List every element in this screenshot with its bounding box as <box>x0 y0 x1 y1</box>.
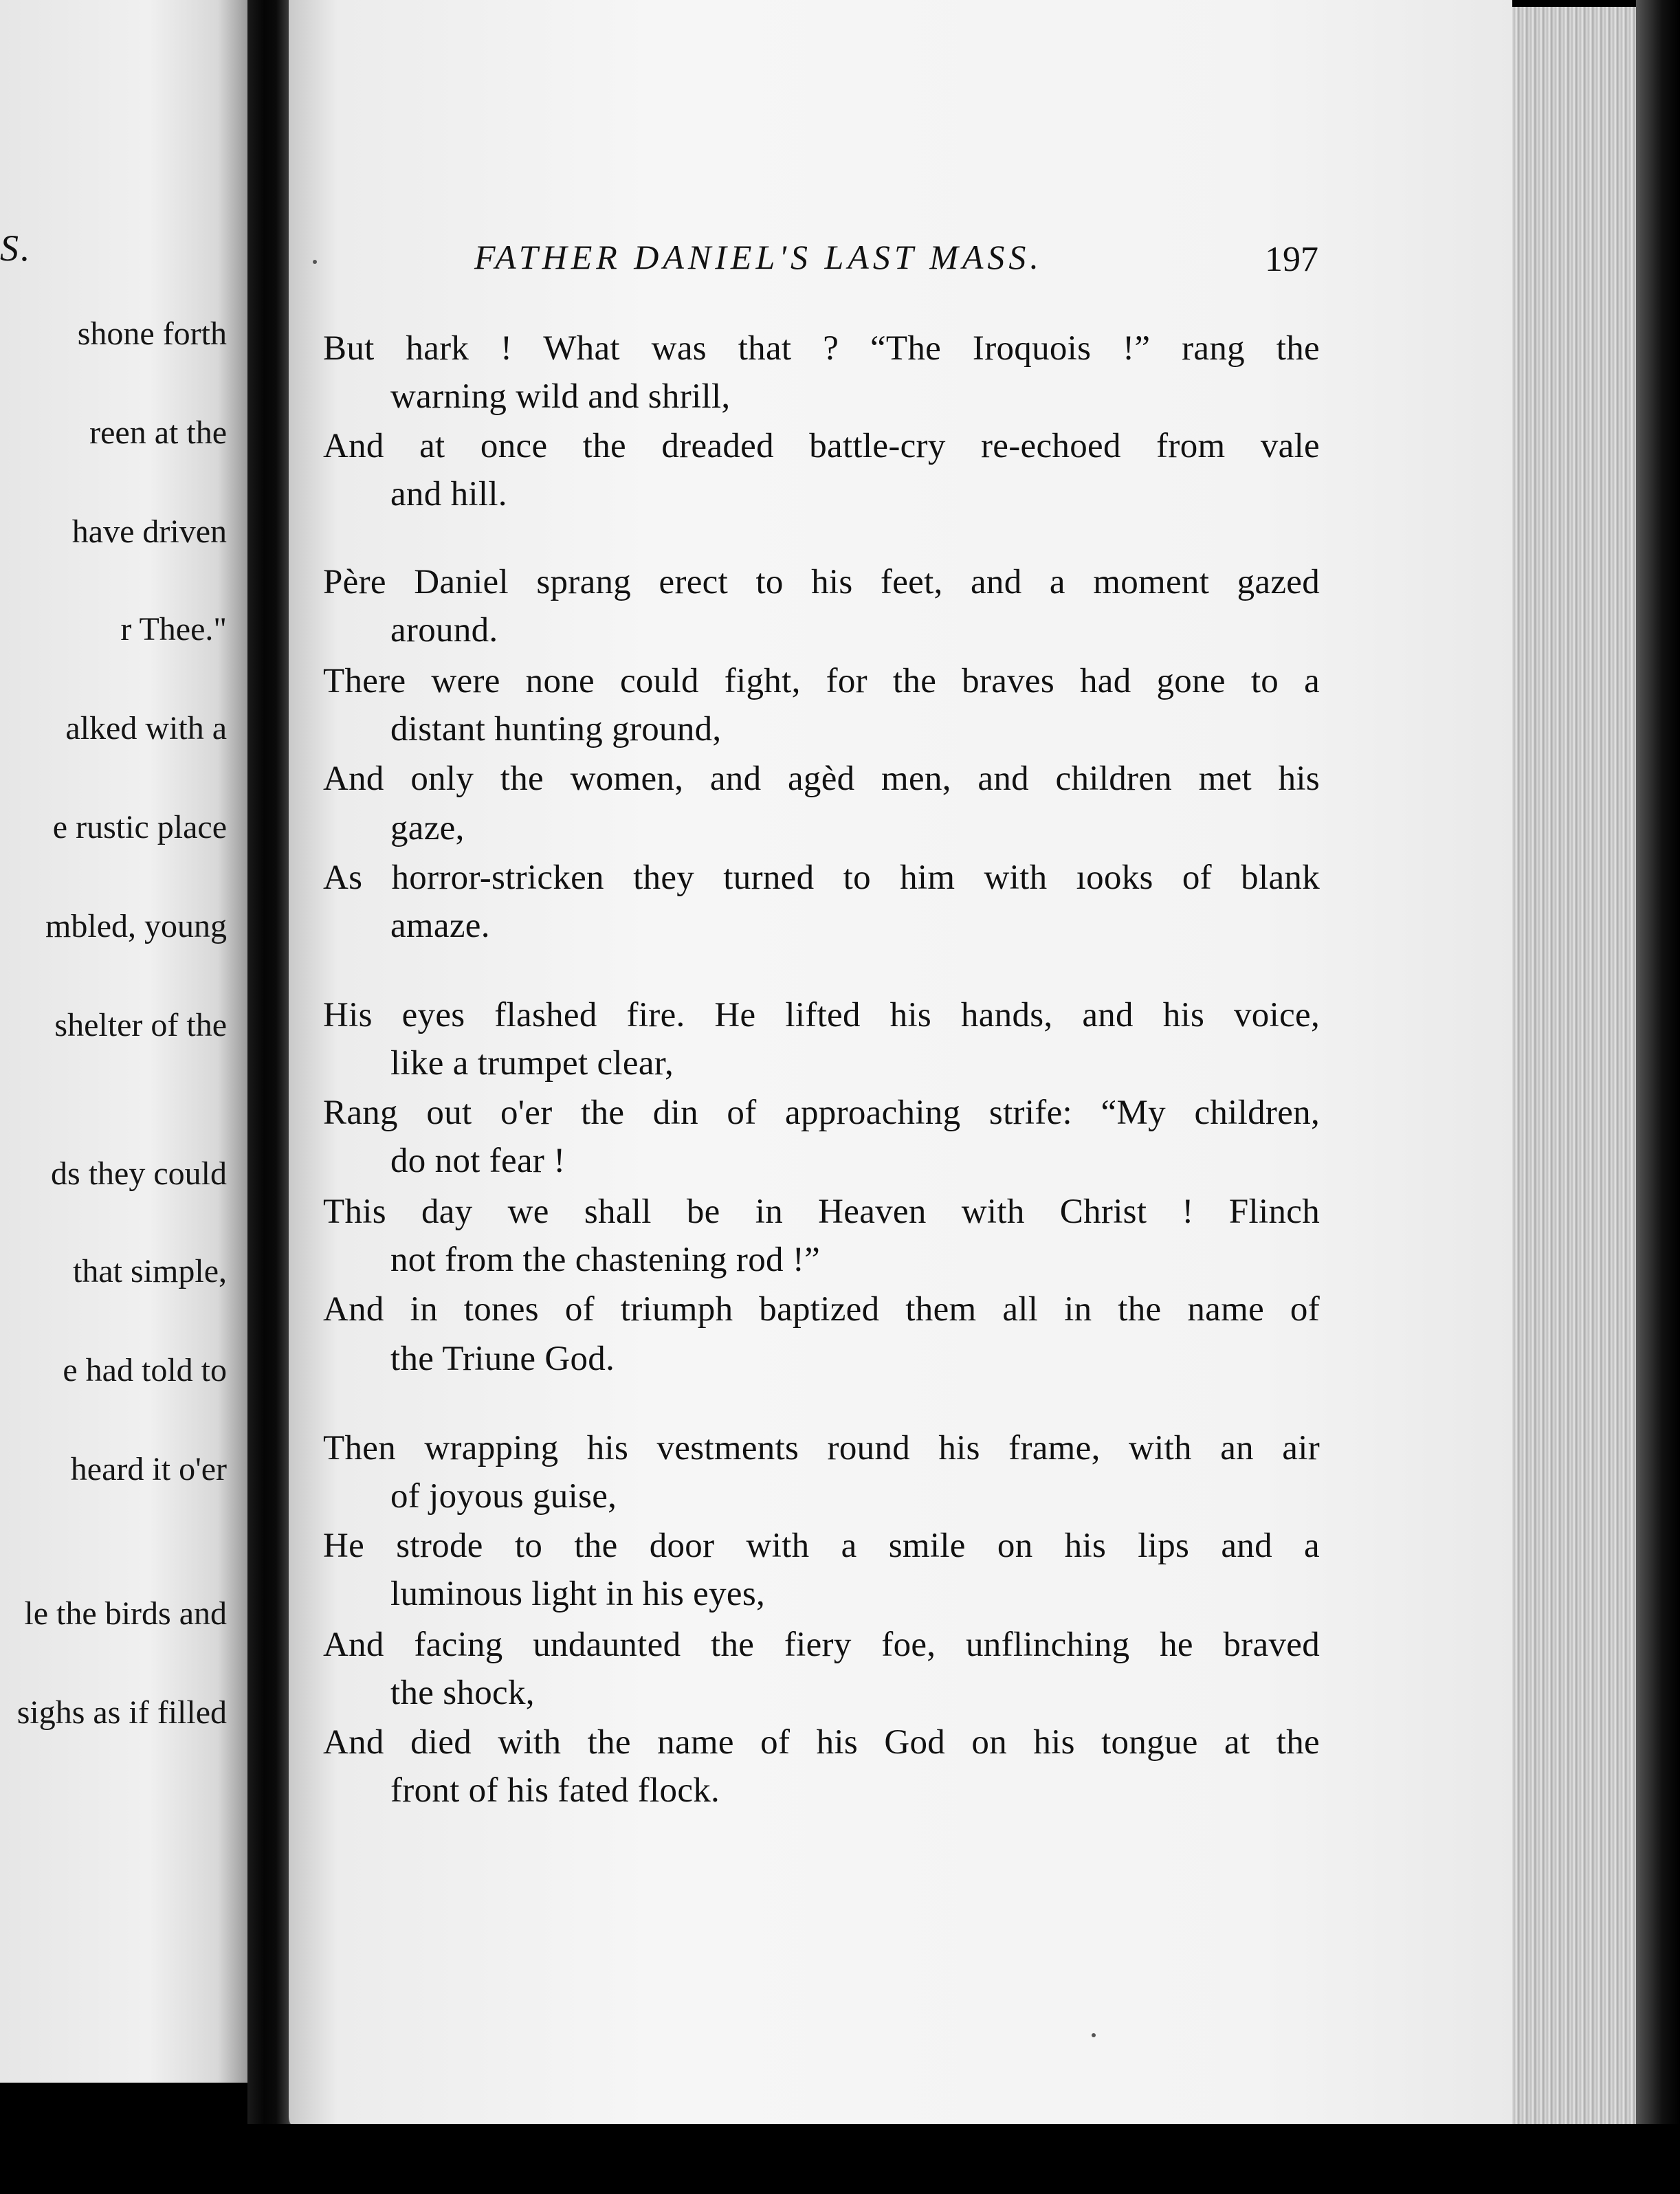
verse-line: But hark ! What was that ? “The Iroquois !” rang the <box>323 329 1320 368</box>
verse-line: around. <box>390 611 498 650</box>
scan-bottom-margin <box>0 2124 1680 2194</box>
verse-line: like a trumpet clear, <box>390 1044 674 1083</box>
verse-line: amaze. <box>390 907 490 945</box>
page-edges-shadow <box>1636 0 1680 2194</box>
page-edges <box>1512 7 1650 2124</box>
verse-line: And facing undaunted the fiery foe, unflinching he braved <box>323 1626 1320 1664</box>
verse-line: His eyes flashed fire. He lifted his hands, and his voice, <box>323 996 1320 1034</box>
verse-line: the shock, <box>390 1674 535 1712</box>
left-page-line: ds they could <box>51 1155 227 1192</box>
verse-line: do not fear ! <box>390 1142 566 1180</box>
running-head: FATHER DANIEL'S LAST MASS. <box>474 238 1043 276</box>
verse-line: And only the women, and agèd men, and children met his <box>323 760 1320 798</box>
verse-line: and hill. <box>390 475 507 513</box>
left-page-line: have driven <box>71 513 227 550</box>
left-page-line: sighs as if filled <box>16 1694 227 1731</box>
verse-line: As horror-stricken they turned to him with ıooks of blank <box>323 858 1320 897</box>
verse-line: of joyous guise, <box>390 1477 617 1516</box>
left-page-line: heard it o'er <box>70 1451 227 1487</box>
verse-line: not from the chastening rod !” <box>390 1241 821 1279</box>
verse-line: gaze, <box>390 809 465 847</box>
verse-line: front of his fated flock. <box>390 1771 720 1810</box>
page-number: 197 <box>1265 240 1318 279</box>
left-page-line: mbled, young <box>45 908 227 944</box>
verse-line: And at once the dreaded battle-cry re-echoed from vale <box>323 427 1320 465</box>
speck <box>313 260 317 264</box>
left-page-line: shone forth <box>77 315 227 352</box>
speck <box>1092 2033 1096 2037</box>
left-page-header-fragment: S. <box>0 228 32 269</box>
verse-line: Then wrapping his vestments round his frame, with an air <box>323 1429 1320 1467</box>
verse-line: This day we shall be in Heaven with Christ ! Flinch <box>323 1193 1320 1231</box>
left-page-line: e rustic place <box>52 809 227 845</box>
left-page-line: le the birds and <box>24 1595 227 1632</box>
left-page-line: shelter of the <box>54 1007 227 1043</box>
verse-line: And in tones of triumph baptized them all in the name of <box>323 1290 1320 1329</box>
left-page-line: r Thee." <box>120 611 227 647</box>
verse-line: the Triune God. <box>390 1340 615 1378</box>
verse-line: distant hunting ground, <box>390 710 722 749</box>
verse-line: And died with the name of his God on his tongue at the <box>323 1723 1320 1762</box>
left-page-line: alked with a <box>65 710 227 746</box>
left-page-line: reen at the <box>89 414 227 451</box>
verse-line: He strode to the door with a smile on his lips and a <box>323 1527 1320 1565</box>
left-page-line: e had told to <box>63 1352 227 1388</box>
verse-line: Père Daniel sprang erect to his feet, and a moment gazed <box>323 563 1320 601</box>
verse-line: warning wild and shrill, <box>390 377 731 416</box>
verse-line: Rang out o'er the din of approaching strife: “My children, <box>323 1094 1320 1132</box>
left-page-line: that simple, <box>73 1253 227 1289</box>
verse-line: luminous light in his eyes, <box>390 1575 766 1613</box>
left-facing-page <box>0 0 247 2083</box>
verse-line: There were none could fight, for the braves had gone to a <box>323 662 1320 700</box>
